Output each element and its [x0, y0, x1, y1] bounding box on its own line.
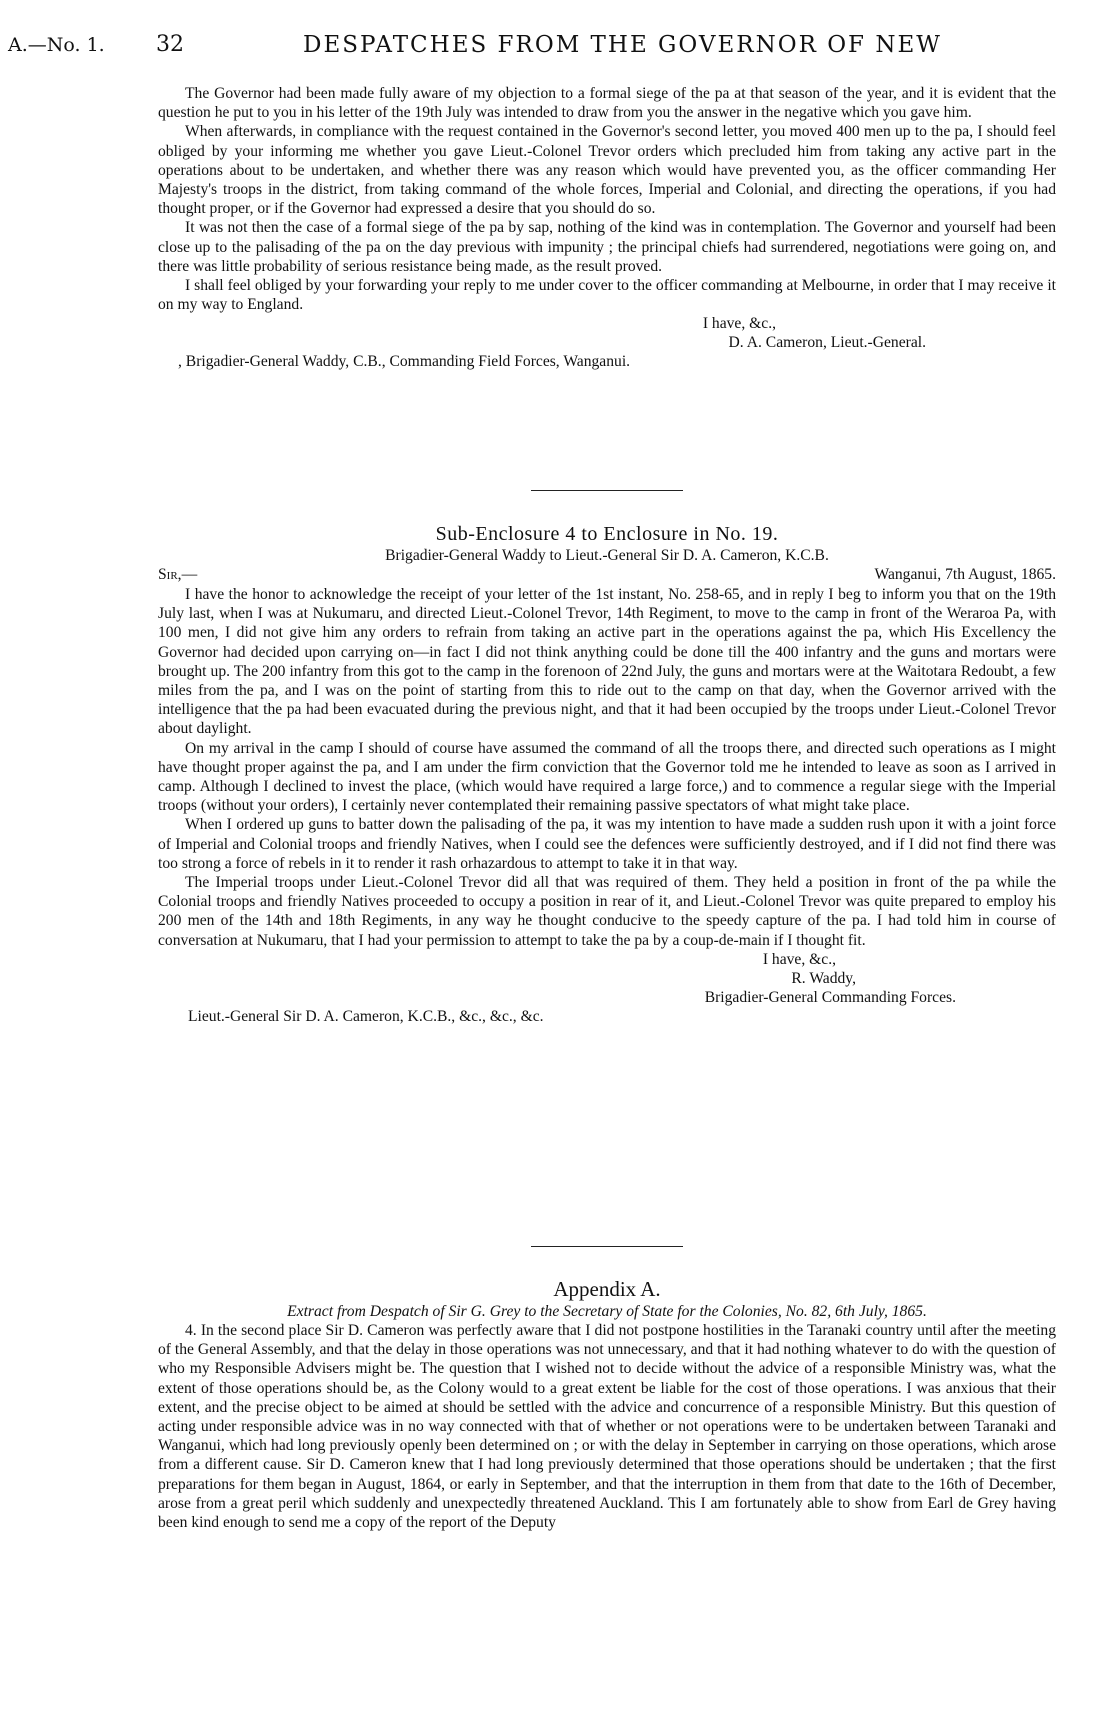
- paragraph: I have the honor to acknowledge the receipt of your letter of the 1st instant, No. 258-65, and in reply I beg to inform you that on the 19th July last, when I was at Nukumaru, and directed Lieut.-Colonel Trevor, 14th Regiment, to move to the camp in front of the Weraroa Pa, with 100 men, I did not give him any orders to refrain from taking an active part in the operations against the pa, which His Excellency the Governor had decided upon carrying on—in fact I did not think anything could be done till the 400 infantry and the guns and mortars were brought up. The 200 infantry from this got to the camp in the forenoon of 22nd July, the guns and mortars were at the Waitotara Redoubt, a few miles from the pa, and I was on the point of starting from this to ride out to the camp on that day, when the Governor arrived with the intelligence that the pa had been evacuated during the previous night, and that it had been occupied by the troops under Lieut.-Colonel Trevor about daylight.: [158, 586, 1056, 738]
- paragraph: On my arrival in the camp I should of course have assumed the command of all the troops there, and directed such operations as I might have thought proper against the pa, and I am under the firm conviction that the Governor told me he intended to leave as soon as I arrived in camp. Although I declined to invest the place, (which would have required a large force,) and to commence a regular siege with the Imperial troops (without your orders), I certainly never contemplated their remaining passive spectators of what might take place.: [158, 739, 1056, 815]
- closing: I have, &c.,: [762, 950, 836, 968]
- letter-date: Wanganui, 7th August, 1865.: [874, 566, 1056, 583]
- addressee: , Brigadier-General Waddy, C.B., Commanding Field Forces, Wanganui.: [178, 353, 631, 371]
- divider-rule: [531, 490, 683, 491]
- addressee: Lieut.-General Sir D. A. Cameron, K.C.B., &c., &c., &c.: [188, 1007, 544, 1025]
- letter-cameron: [158, 84, 1056, 371]
- appendix-body: [158, 1321, 1056, 1532]
- document-reference: A.—No. 1.: [8, 34, 105, 56]
- signature-title: Brigadier-General Commanding Forces.: [704, 988, 956, 1006]
- divider-rule: [531, 1246, 683, 1247]
- running-title: DESPATCHES FROM THE GOVERNOR OF NEW: [303, 32, 942, 58]
- paragraph: 4. In the second place Sir D. Cameron was perfectly aware that I did not postpone hostilities in the Taranaki country until after the meeting of the General Assembly, and that the delay in those operations was not unnecessary, and that it had nothing whatever to do with the question of who my Responsible Advisers might be. The question that I wished not to decide without the advice of a responsible Ministry was, what the extent of those operations should be, as the Colony would to a great extent be liable for the cost of those operations. I was anxious that their extent, and the precise object to be aimed at should be settled with the advice and concurrence of a responsible Ministry. But this question of acting under responsible advice was in no way connected with that of whether or not operations were to be undertaken between Taranaki and Wanganui, which had long previously openly been determined on ; or with the delay in September in carrying on those operations, which arose from a different cause. Sir D. Cameron knew that I had long previously determined that those operations should be undertaken ; that the first preparations for them began in August, 1864, or early in September, and that the interruption in them from that date to the 16th of December, arose from a great peril which suddenly and unexpectedly threatened Auckland. This I am fortunately able to show from Earl de Grey having been kind enough to send me a copy of the report of the Deputy: [158, 1322, 1056, 1532]
- appendix-extract-heading: Extract from Despatch of Sir G. Grey to the Secretary of State for the Colonies, No. 82, 6th July, 1865.: [287, 1303, 927, 1320]
- letter-body: [158, 585, 1056, 950]
- letter-body: [158, 84, 1056, 314]
- closing: I have, &c.,: [702, 315, 776, 333]
- appendix-title: Appendix A.: [553, 1277, 661, 1301]
- paragraph: When I ordered up guns to batter down the palisading of the pa, it was my intention to have made a sudden rush upon it with a joint force of Imperial and Colonial troops and friendly Natives, when I could see the defences were sufficiently destroyed, and if I did not find there was too strong a force of rebels in it to render it rash orhazardous to attempt to take it in that way.: [158, 816, 1056, 872]
- paragraph: When afterwards, in compliance with the request contained in the Governor's second letter, you moved 400 men up to the pa, I should feel obliged by your informing me whether you gave Lieut.-Colonel Trevor orders which precluded him from taking any active part in the operations about to be undertaken, and whether there was any reason which would have prevented you, as the officer commanding Her Majesty's troops in the district, from taking command of the whole forces, Imperial and Colonial, and directing the operations, if you had thought proper, or if the Governor had expressed a desire that you should do so.: [158, 123, 1056, 218]
- salutation: Sir,—: [158, 566, 198, 583]
- divider-block-2: [158, 1234, 1056, 1261]
- paragraph: I shall feel obliged by your forwarding your reply to me under cover to the officer commanding at Melbourne, in order that I may receive it on my way to England.: [158, 277, 1056, 314]
- paragraph: The Imperial troops under Lieut.-Colonel Trevor did all that was required of them. They held a position in front of the pa while the Colonial troops and friendly Natives proceeded to occupy a position in rear of it, and Lieut.-Colonel Trevor was quite prepared to employ his 200 men of the 14th and 18th Regiments, in any way he thought conducive to the speedy capture of the pa. I had told him in course of conversation at Nukumaru, that I had your permission to attempt to take the pa by a coup-de-main if I thought fit.: [158, 874, 1056, 949]
- letter-waddy: [158, 522, 1056, 1026]
- from-to-line: Brigadier-General Waddy to Lieut.-General Sir D. A. Cameron, K.C.B.: [385, 547, 829, 564]
- signature: R. Waddy,: [791, 969, 856, 987]
- signature: D. A. Cameron, Lieut.-General.: [728, 334, 926, 352]
- section-title: Sub-Enclosure 4 to Enclosure in No. 19.: [435, 523, 779, 545]
- page-header: [8, 30, 1094, 70]
- page-number: 32: [156, 32, 184, 57]
- paragraph: The Governor had been made fully aware of my objection to a formal siege of the pa at that season of the year, and it is evident that the question he put to you in his letter of the 19th July was intended to draw from you the answer in the negative which you gave him.: [158, 85, 1056, 122]
- divider-block-1: [158, 478, 1056, 505]
- appendix: [158, 1276, 1056, 1532]
- salutation-line: [158, 565, 1056, 585]
- paragraph: It was not then the case of a formal siege of the pa by sap, nothing of the kind was in contemplation. The Governor and yourself had been close up to the palisading of the pa on the day previous with impunity ; the principal chiefs had surrendered, negotiations were going on, and there was little probability of serious resistance being made, as the result proved.: [158, 219, 1056, 275]
